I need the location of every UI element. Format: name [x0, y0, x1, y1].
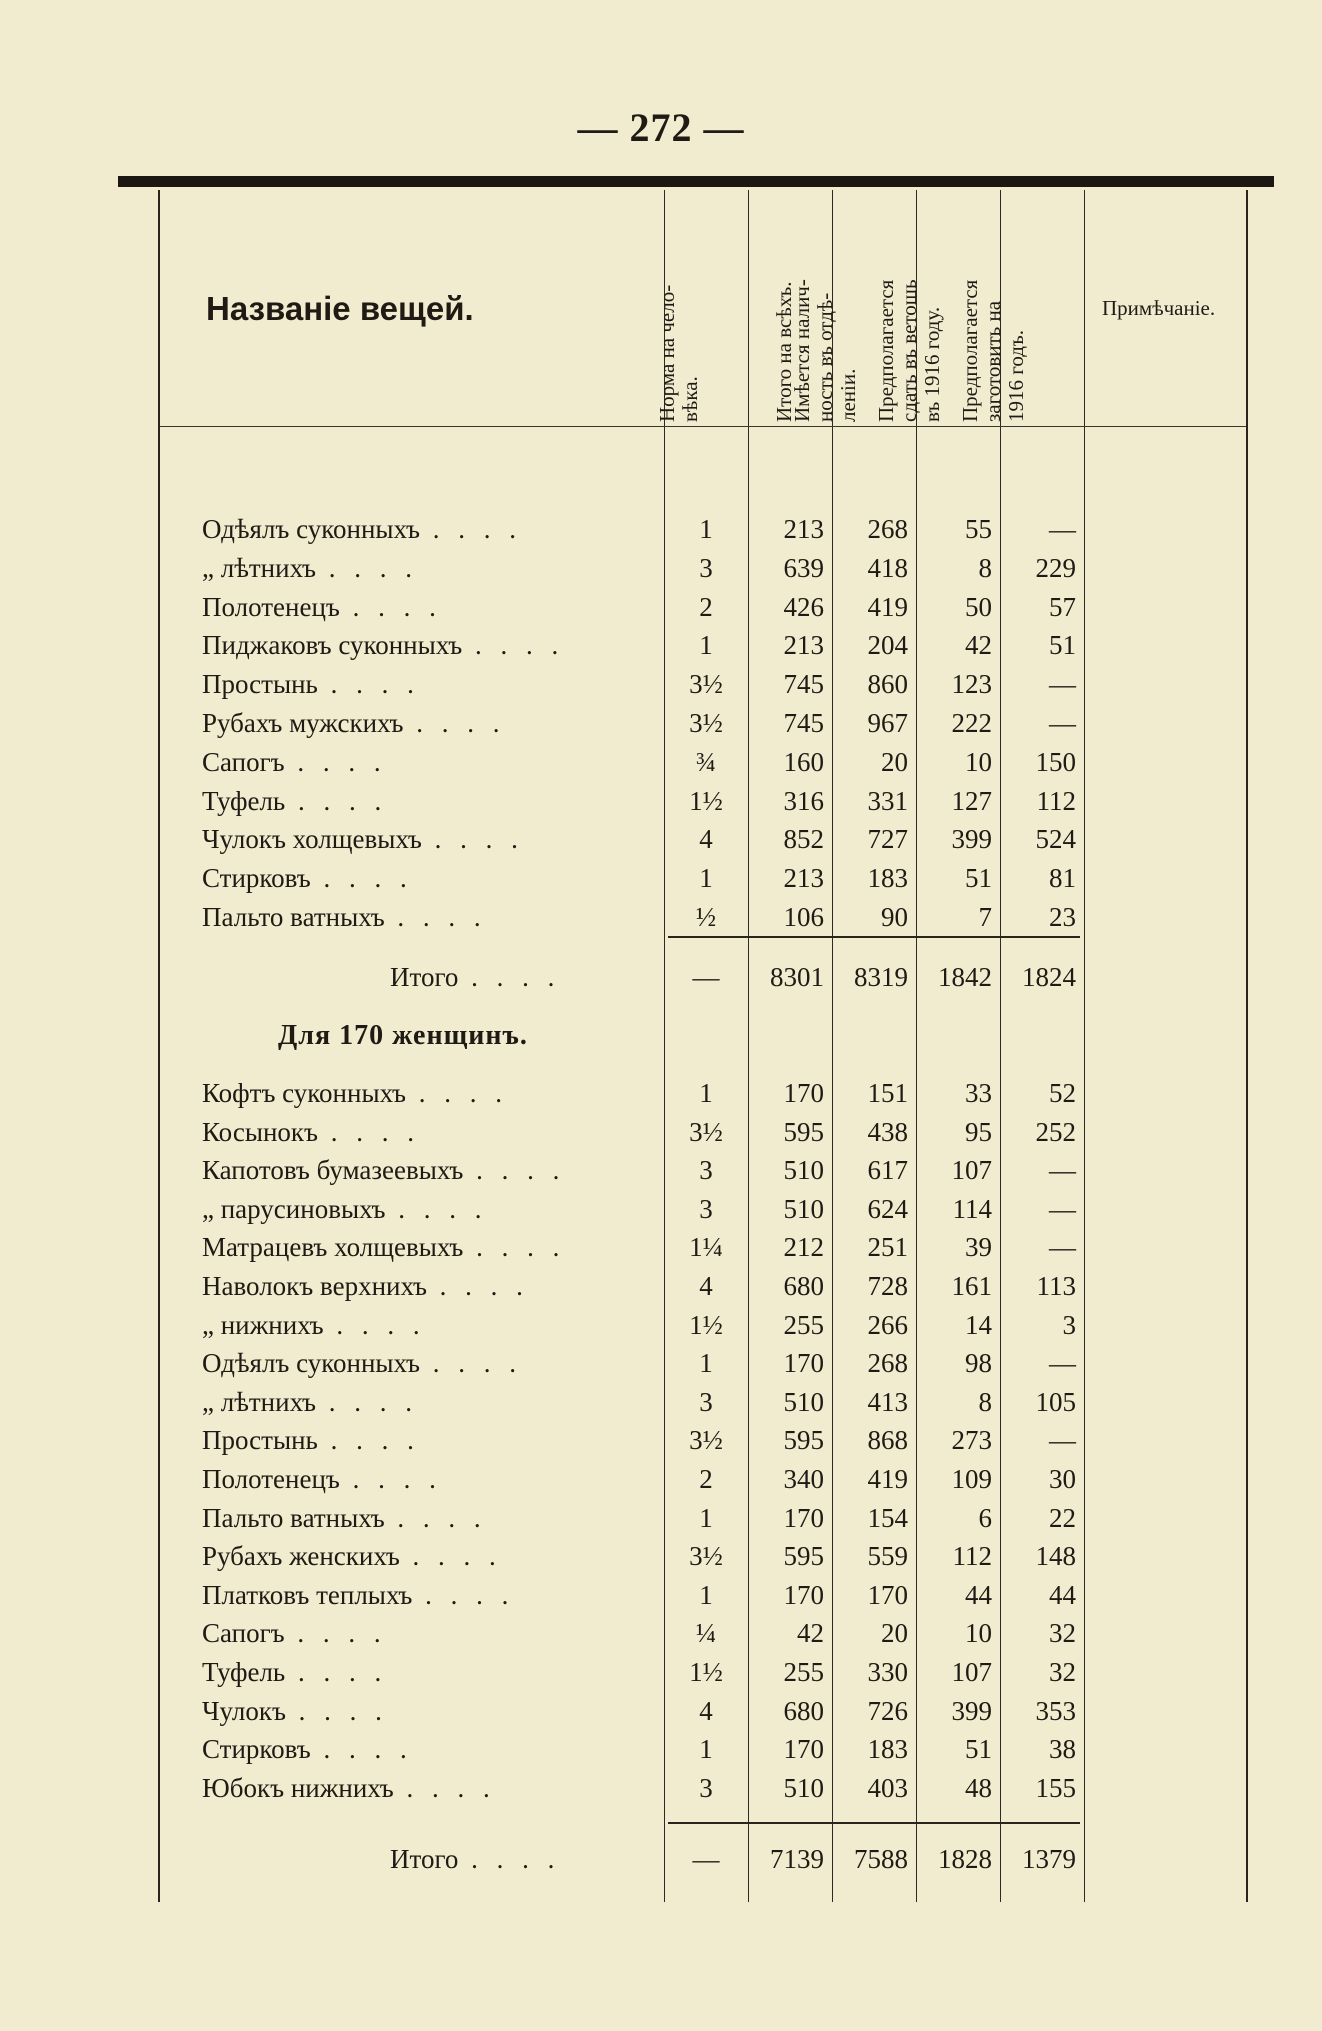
- item-name: Простынь . . . .: [202, 669, 420, 700]
- total-cell: 106: [783, 902, 824, 932]
- item-name: „ нижнихъ . . . .: [202, 1309, 426, 1340]
- column-header-stock: Имѣется налич- ность въ отдѣ- леніи.: [790, 279, 860, 422]
- table-row: [160, 902, 1246, 940]
- prepare-cell: —: [1049, 1193, 1076, 1224]
- prepare-cell: 1379: [1022, 1844, 1076, 1874]
- item-name: Чулокъ холщевыхъ . . . .: [202, 824, 524, 855]
- column-header-norm: Норма на чело- вѣка.: [655, 284, 702, 422]
- norm-cell: 1: [699, 1348, 713, 1379]
- table-row: [160, 1541, 1246, 1579]
- rag-cell: 50: [965, 591, 992, 622]
- norm-cell: 3: [699, 1386, 713, 1417]
- rag-cell: 123: [951, 669, 992, 700]
- stock-cell: 419: [867, 591, 908, 622]
- stock-cell: 617: [867, 1155, 908, 1186]
- table-row: [160, 1618, 1246, 1656]
- prepare-cell: —: [1049, 1348, 1076, 1379]
- table-row: [160, 1773, 1246, 1811]
- item-name: Наволокъ верхнихъ . . . .: [202, 1271, 529, 1301]
- table-row: [160, 1657, 1246, 1695]
- prepare-cell: 150: [1035, 746, 1076, 777]
- rag-cell: 273: [951, 1425, 992, 1456]
- item-name: Платковъ теплыхъ . . . .: [202, 1579, 515, 1610]
- leader-dots: . . . .: [284, 1618, 387, 1649]
- norm-cell: 3½: [689, 1116, 723, 1147]
- prepare-cell: 229: [1035, 552, 1076, 583]
- leader-dots: . . . .: [406, 1078, 509, 1108]
- stock-cell: 90: [881, 902, 908, 932]
- rag-cell: 161: [951, 1271, 992, 1301]
- norm-cell: 2: [699, 1464, 713, 1494]
- leader-dots: . . . .: [285, 785, 388, 816]
- stock-cell: 20: [881, 746, 908, 777]
- item-name: Сапогъ . . . .: [202, 1618, 387, 1649]
- item-name: Сапогъ . . . .: [202, 746, 387, 777]
- norm-cell: 3½: [689, 669, 723, 700]
- item-name: Туфель . . . .: [202, 785, 388, 816]
- rag-cell: 399: [951, 824, 992, 855]
- item-name: Рубахъ женскихъ . . . .: [202, 1541, 502, 1572]
- item-name: Итого . . . .: [390, 1844, 561, 1874]
- stock-cell: 204: [867, 630, 908, 661]
- norm-cell: 4: [699, 1695, 713, 1726]
- prepare-cell: 52: [1049, 1078, 1076, 1108]
- total-cell: 510: [783, 1386, 824, 1417]
- table-row: [160, 824, 1246, 862]
- sum-rule: [668, 1822, 1080, 1824]
- total-cell: 595: [783, 1541, 824, 1572]
- total-cell: 170: [783, 1348, 824, 1379]
- norm-cell: 3½: [689, 708, 723, 738]
- item-name: Матрацевъ холщевыхъ . . . .: [202, 1232, 566, 1263]
- rag-cell: 33: [965, 1078, 992, 1108]
- total-cell: 170: [783, 1734, 824, 1765]
- total-cell: 510: [783, 1155, 824, 1186]
- rag-cell: 399: [951, 1695, 992, 1726]
- stock-cell: 418: [867, 552, 908, 583]
- stock-cell: 20: [881, 1618, 908, 1649]
- column-header-note: Примѣчаніе.: [1102, 296, 1216, 320]
- total-cell: 212: [783, 1232, 824, 1263]
- total-row: [160, 1844, 1246, 1882]
- prepare-cell: 23: [1049, 902, 1076, 932]
- leader-dots: . . . .: [393, 1772, 496, 1803]
- rag-cell: 98: [965, 1348, 992, 1379]
- total-cell: 170: [783, 1078, 824, 1108]
- stock-cell: 151: [867, 1078, 908, 1108]
- stock-cell: 860: [867, 669, 908, 700]
- total-cell: 8301: [770, 962, 824, 992]
- stock-cell: 967: [867, 708, 908, 738]
- rag-cell: 112: [952, 1541, 992, 1572]
- item-name: Туфель . . . .: [202, 1657, 388, 1687]
- prepare-cell: 30: [1049, 1464, 1076, 1494]
- norm-cell: 1: [699, 1579, 713, 1610]
- norm-cell: 3: [699, 1772, 713, 1803]
- rag-cell: 55: [965, 514, 992, 544]
- stock-cell: 624: [867, 1193, 908, 1224]
- leader-dots: . . . .: [420, 1348, 522, 1379]
- table-row: [160, 786, 1246, 824]
- stock-cell: 154: [867, 1502, 908, 1533]
- rag-cell: 44: [965, 1579, 992, 1610]
- total-cell: 170: [783, 1579, 824, 1610]
- total-cell: 595: [783, 1425, 824, 1456]
- norm-cell: 3½: [689, 1425, 723, 1456]
- total-cell: 595: [783, 1116, 824, 1147]
- total-row: [160, 962, 1246, 1000]
- leader-dots: . . . .: [316, 552, 418, 583]
- stock-cell: 266: [867, 1309, 908, 1340]
- prepare-cell: —: [1049, 708, 1076, 738]
- norm-cell: ½: [695, 902, 717, 932]
- leader-dots: . . . .: [285, 1657, 388, 1687]
- prepare-cell: 1824: [1022, 962, 1076, 992]
- norm-cell: ¾: [695, 746, 717, 777]
- total-cell: 510: [783, 1772, 824, 1803]
- total-cell: 745: [783, 669, 824, 700]
- stock-cell: 413: [867, 1386, 908, 1417]
- item-name: Капотовъ бумазеевыхъ . . . .: [202, 1155, 566, 1186]
- table-row: [160, 669, 1246, 707]
- total-cell: 426: [783, 591, 824, 622]
- table-row: [160, 592, 1246, 630]
- norm-cell: 1½: [689, 1309, 723, 1340]
- rag-cell: 8: [978, 552, 992, 583]
- leader-dots: . . . .: [323, 1309, 426, 1340]
- leader-dots: . . . .: [339, 1464, 442, 1494]
- total-cell: 639: [783, 552, 824, 583]
- prepare-cell: —: [1049, 514, 1076, 544]
- total-cell: 213: [783, 863, 824, 894]
- prepare-cell: 524: [1035, 824, 1076, 855]
- rag-cell: 222: [951, 708, 992, 738]
- item-name: Итого . . . .: [390, 962, 561, 992]
- table-row: [160, 1580, 1246, 1618]
- total-cell: 160: [783, 746, 824, 777]
- stock-cell: 8319: [854, 962, 908, 992]
- prepare-cell: —: [1049, 669, 1076, 700]
- prepare-cell: 57: [1049, 591, 1076, 622]
- stock-cell: 403: [867, 1772, 908, 1803]
- total-cell: 680: [783, 1271, 824, 1301]
- norm-cell: 3: [699, 552, 713, 583]
- norm-cell: 4: [699, 824, 713, 855]
- item-name: Простынь . . . .: [202, 1425, 420, 1456]
- item-name: Рубахъ мужскихъ . . . .: [202, 708, 506, 738]
- norm-cell: 1: [699, 514, 713, 544]
- total-cell: 255: [783, 1657, 824, 1687]
- table-row: [160, 747, 1246, 785]
- prepare-cell: 38: [1049, 1734, 1076, 1765]
- total-cell: 510: [783, 1193, 824, 1224]
- total-cell: 42: [797, 1618, 824, 1649]
- header-rule: [160, 426, 1246, 427]
- item-name: Полотенецъ . . . .: [202, 591, 442, 622]
- rag-cell: 8: [978, 1386, 992, 1417]
- rag-cell: 39: [965, 1232, 992, 1263]
- leader-dots: . . . .: [318, 1116, 420, 1147]
- ledger-table: [158, 190, 1248, 1902]
- stock-cell: 727: [867, 824, 908, 855]
- item-name: Чулокъ . . . .: [202, 1695, 388, 1726]
- norm-cell: 1: [699, 863, 713, 894]
- norm-cell: 1: [699, 1734, 713, 1765]
- stock-cell: 330: [867, 1657, 908, 1687]
- table-row: [160, 1232, 1246, 1270]
- leader-dots: . . . .: [458, 1844, 561, 1874]
- table-row: [160, 1425, 1246, 1463]
- top-rule: [118, 176, 1274, 187]
- stock-cell: 726: [867, 1695, 908, 1726]
- prepare-cell: 32: [1049, 1657, 1076, 1687]
- prepare-cell: 252: [1035, 1116, 1076, 1147]
- item-name: Стирковъ . . . .: [202, 1734, 413, 1765]
- rag-cell: 107: [951, 1155, 992, 1186]
- total-cell: 213: [783, 514, 824, 544]
- norm-cell: 1: [699, 1502, 713, 1533]
- prepare-cell: 81: [1049, 863, 1076, 894]
- sum-rule: [668, 936, 1080, 938]
- table-row: [160, 708, 1246, 746]
- table-row: [160, 1271, 1246, 1309]
- table-row: [160, 1155, 1246, 1193]
- item-name: „ лѣтнихъ . . . .: [202, 552, 418, 583]
- table-row: [160, 863, 1246, 901]
- leader-dots: . . . .: [458, 962, 561, 992]
- rag-cell: 42: [965, 630, 992, 661]
- column-header-rag: Предполагается сдать въ ветошь въ 1916 году.: [874, 279, 944, 422]
- stock-cell: 7588: [854, 1844, 908, 1874]
- prepare-cell: 105: [1035, 1386, 1076, 1417]
- prepare-cell: 148: [1035, 1541, 1076, 1572]
- leader-dots: . . . .: [339, 591, 442, 622]
- stock-cell: 170: [867, 1579, 908, 1610]
- stock-cell: 268: [867, 1348, 908, 1379]
- table-row: [160, 1503, 1246, 1541]
- total-cell: 213: [783, 630, 824, 661]
- leader-dots: . . . .: [399, 1541, 502, 1572]
- page-number: — 272 —: [577, 105, 745, 150]
- table-row: [160, 1078, 1246, 1116]
- rag-cell: 1828: [938, 1844, 992, 1874]
- norm-cell: 1½: [689, 785, 723, 816]
- rag-cell: 14: [965, 1309, 992, 1340]
- rag-cell: 107: [951, 1657, 992, 1687]
- leader-dots: . . . .: [316, 1386, 418, 1417]
- total-cell: 680: [783, 1695, 824, 1726]
- norm-cell: 3½: [689, 1541, 723, 1572]
- leader-dots: . . . .: [310, 1734, 413, 1765]
- leader-dots: . . . .: [317, 1425, 420, 1456]
- leader-dots: . . . .: [285, 1695, 388, 1726]
- total-cell: 852: [783, 824, 824, 855]
- prepare-cell: —: [1049, 1232, 1076, 1263]
- stock-cell: 419: [867, 1464, 908, 1494]
- leader-dots: . . . .: [284, 746, 387, 777]
- prepare-cell: 22: [1049, 1502, 1076, 1533]
- item-name: Юбокъ нижнихъ . . . .: [202, 1772, 496, 1803]
- table-row: [160, 1387, 1246, 1425]
- rag-cell: 48: [965, 1772, 992, 1803]
- prepare-cell: 3: [1062, 1309, 1076, 1340]
- table-row: [160, 553, 1246, 591]
- rag-cell: 127: [951, 785, 992, 816]
- rag-cell: 109: [951, 1464, 992, 1494]
- stock-cell: 331: [867, 785, 908, 816]
- norm-cell: 1½: [689, 1657, 723, 1687]
- table-row: [160, 1194, 1246, 1232]
- table-row: [160, 1310, 1246, 1348]
- rag-cell: 1842: [938, 962, 992, 992]
- stock-cell: 559: [867, 1541, 908, 1572]
- column-header-item-name: Названіе вещей.: [206, 290, 474, 327]
- leader-dots: . . . .: [421, 824, 524, 855]
- leader-dots: . . . .: [463, 1232, 566, 1263]
- table-row: [160, 514, 1246, 552]
- table-row: [160, 1117, 1246, 1155]
- table-row: [160, 630, 1246, 668]
- leader-dots: . . . .: [426, 1271, 529, 1301]
- item-name: Пиджаковъ суконныхъ . . . .: [202, 630, 565, 661]
- prepare-cell: —: [1049, 1425, 1076, 1456]
- item-name: Одѣялъ суконныхъ . . . .: [202, 1348, 522, 1379]
- norm-cell: 4: [699, 1271, 713, 1301]
- section-title: Для 170 женщинъ.: [278, 1020, 528, 1051]
- norm-cell: —: [692, 1844, 720, 1874]
- rag-cell: 7: [978, 902, 992, 932]
- column-header-prepare: Предполагается заготовить на 1916 годъ.: [958, 279, 1028, 422]
- total-cell: 170: [783, 1502, 824, 1533]
- norm-cell: 1: [699, 1078, 713, 1108]
- total-cell: 255: [783, 1309, 824, 1340]
- leader-dots: . . . .: [463, 1155, 566, 1186]
- prepare-cell: 44: [1049, 1579, 1076, 1610]
- item-name: „ лѣтнихъ . . . .: [202, 1386, 418, 1417]
- stock-cell: 868: [867, 1425, 908, 1456]
- table-row: [160, 1348, 1246, 1386]
- prepare-cell: 112: [1036, 785, 1076, 816]
- item-name: Полотенецъ . . . .: [202, 1464, 442, 1494]
- stock-cell: 728: [867, 1271, 908, 1301]
- rag-cell: 51: [965, 1734, 992, 1765]
- norm-cell: 1: [699, 630, 713, 661]
- item-name: „ парусиновыхъ . . . .: [202, 1193, 488, 1224]
- norm-cell: 3: [699, 1193, 713, 1224]
- stock-cell: 438: [867, 1116, 908, 1147]
- norm-cell: 3: [699, 1155, 713, 1186]
- item-name: Стирковъ . . . .: [202, 863, 413, 894]
- prepare-cell: 51: [1049, 630, 1076, 661]
- total-cell: 745: [783, 708, 824, 738]
- stock-cell: 268: [867, 514, 908, 544]
- leader-dots: . . . .: [462, 630, 565, 661]
- item-name: Пальто ватныхъ . . . .: [202, 902, 487, 932]
- leader-dots: . . . .: [317, 669, 420, 700]
- norm-cell: 1¼: [689, 1232, 723, 1263]
- leader-dots: . . . .: [384, 1502, 487, 1533]
- total-cell: 340: [783, 1464, 824, 1494]
- norm-cell: —: [692, 962, 720, 992]
- total-cell: 316: [783, 785, 824, 816]
- prepare-cell: 113: [1036, 1271, 1076, 1301]
- leader-dots: . . . .: [412, 1579, 515, 1610]
- item-name: Одѣялъ суконныхъ . . . .: [202, 514, 522, 544]
- rag-cell: 51: [965, 863, 992, 894]
- rag-cell: 10: [965, 746, 992, 777]
- total-cell: 7139: [770, 1844, 824, 1874]
- prepare-cell: 32: [1049, 1618, 1076, 1649]
- column-header-total: Итого на всѣхъ.: [772, 281, 796, 422]
- table-row: [160, 1696, 1246, 1734]
- rag-cell: 95: [965, 1116, 992, 1147]
- leader-dots: . . . .: [385, 1193, 488, 1224]
- prepare-cell: 353: [1035, 1695, 1076, 1726]
- leader-dots: . . . .: [420, 514, 522, 544]
- stock-cell: 183: [867, 1734, 908, 1765]
- prepare-cell: —: [1049, 1155, 1076, 1186]
- rag-cell: 10: [965, 1618, 992, 1649]
- norm-cell: 2: [699, 591, 713, 622]
- stock-cell: 183: [867, 863, 908, 894]
- table-row: [160, 1464, 1246, 1502]
- leader-dots: . . . .: [310, 863, 413, 894]
- table-row: [160, 1734, 1246, 1772]
- leader-dots: . . . .: [384, 902, 487, 932]
- prepare-cell: 155: [1035, 1772, 1076, 1803]
- rag-cell: 6: [978, 1502, 992, 1533]
- item-name: Пальто ватныхъ . . . .: [202, 1502, 487, 1533]
- leader-dots: . . . .: [403, 708, 506, 738]
- stock-cell: 251: [867, 1232, 908, 1263]
- rag-cell: 114: [952, 1193, 992, 1224]
- norm-cell: ¼: [695, 1618, 717, 1649]
- item-name: Кофтъ суконныхъ . . . .: [202, 1078, 509, 1108]
- item-name: Косынокъ . . . .: [202, 1116, 420, 1147]
